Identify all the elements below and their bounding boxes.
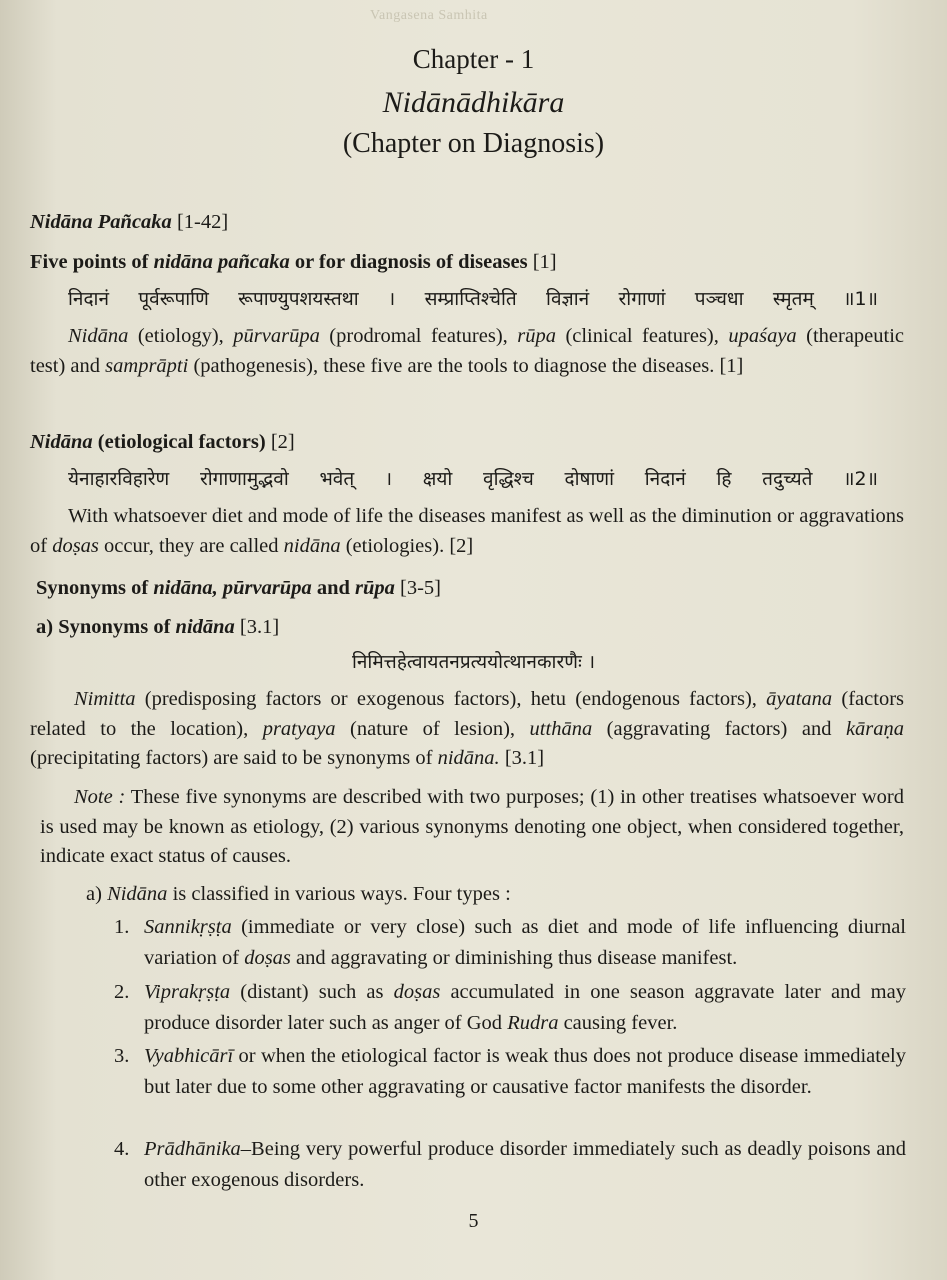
subsection-heading-synonyms-nidana [36, 613, 910, 642]
text: (immediate or very close) such as diet and mode of life influencing diurnal variation of [144, 916, 906, 969]
term: Vyabhicārī [144, 1045, 234, 1067]
term: upaśaya [728, 325, 797, 347]
term: doṣas [52, 534, 99, 557]
text: –Being very powerful produce disorder immediately such as deadly poisons and other exogenous disorders. [144, 1138, 906, 1191]
term: pratyaya [262, 717, 336, 740]
heading-term: Nidāna Pañcaka [30, 211, 172, 233]
heading-term: nidāna pañcaka [153, 251, 290, 273]
list-item [114, 977, 906, 1038]
term: Viprakṛṣṭa [144, 981, 231, 1003]
term: rūpa [517, 325, 556, 347]
section-heading-etiological-factors [30, 428, 904, 457]
text: causing fever. [558, 1011, 678, 1034]
section-heading-nidana-pancaka [30, 208, 904, 237]
chapter-subtitle: (Chapter on Diagnosis) [342, 128, 605, 159]
heading-term: Nidāna [30, 431, 93, 453]
item-number: 3. [114, 1045, 130, 1067]
paragraph-synonyms-list [30, 685, 904, 774]
text: is classified in various ways. Four types : [167, 883, 511, 905]
text: (nature of lesion), [335, 717, 530, 740]
term: kāraṇa [845, 717, 905, 740]
heading-text: and [311, 577, 356, 599]
paragraph-five-tools [30, 322, 904, 381]
text: [3.1] [499, 747, 545, 769]
text: (distant) such as [230, 981, 394, 1003]
text: (etiology), [128, 325, 234, 347]
text: accumulated in one season aggravate later and may produce disorder later such as anger of God [144, 981, 906, 1034]
text: (clinical features), [555, 325, 729, 347]
bleed-through-header: Vangasena Samhita [370, 8, 488, 23]
section-heading-five-points [30, 248, 904, 277]
heading-text: (etiological factors) [92, 431, 266, 453]
text: (pathogenesis), these five are the tools to diagnose the diseases. [1] [188, 354, 744, 377]
heading-ref: [3.1] [239, 616, 280, 638]
sanskrit-verse-2: येनाहारविहारेण रोगाणामुद्भवो भवेत् । क्षयो वृद्धिश्च दोषाणां निदानं हि तदुच्यते ॥2॥ [68, 468, 878, 490]
text: (predisposing factors or exogenous factors), hetu (endogenous factors), [135, 688, 767, 710]
term: Nimitta [74, 688, 136, 710]
heading-text: Synonyms of [36, 577, 154, 599]
paragraph-diet-mode [30, 502, 904, 561]
text: a) [86, 883, 108, 905]
heading-ref: [2] [270, 431, 295, 453]
heading-term: nidāna [175, 616, 235, 638]
item-number: 1. [114, 916, 130, 938]
term: Sannikṛṣṭa [144, 916, 232, 938]
classification-intro [86, 880, 906, 909]
term: āyatana [766, 688, 833, 710]
term: samprāpti [105, 354, 189, 377]
term: pūrvarūpa [233, 325, 320, 347]
text: (therapeutic test) and [30, 325, 905, 377]
heading-text: Five points of [30, 251, 154, 273]
heading-ref: [1-42] [176, 211, 229, 233]
term: doṣas [244, 946, 291, 969]
sanskrit-verse-1: निदानं पूर्वरूपाणि रूपाण्युपशयस्तथा । सम्प्राप्तिश्चेति विज्ञानं रोगाणां पञ्चधा स्मृतम् ॥1॥ [68, 288, 878, 310]
term: Nidāna [68, 325, 129, 347]
page-number: 5 [468, 1210, 479, 1232]
text: (aggravating factors) and [592, 717, 846, 740]
text: (etiologies). [2] [340, 534, 474, 557]
chapter-number: Chapter - 1 [412, 44, 535, 74]
heading-term: rūpa [355, 577, 395, 599]
heading-ref: [3-5] [400, 577, 442, 599]
term: Prādhānika [144, 1138, 241, 1160]
term: nidāna [283, 534, 341, 557]
item-text [144, 1041, 906, 1102]
term: nidāna. [437, 747, 500, 769]
heading-term: nidāna, pūrvarūpa [153, 577, 312, 599]
term: utthāna [529, 717, 593, 740]
term: doṣas [393, 981, 441, 1003]
note-label: Note : [74, 786, 126, 808]
heading-ref: [1] [532, 251, 557, 273]
text: and aggravating or diminishing thus disease manifest. [290, 946, 738, 969]
item-number: 4. [114, 1138, 130, 1160]
term: Rudra [507, 1011, 559, 1034]
text: (prodromal features), [319, 325, 518, 347]
list-item [114, 1134, 906, 1195]
text: (precipitating factors) are said to be synonyms of [30, 747, 438, 769]
section-heading-synonyms [36, 574, 910, 603]
heading-text: or for diagnosis of diseases [289, 251, 528, 273]
list-item [114, 1041, 906, 1102]
sanskrit-verse-3: निमित्तहेत्वायतनप्रत्ययोत्थानकारणैः । [351, 651, 596, 673]
note-text: These five synonyms are described with two purposes; (1) in other treatises whatsoever word is used may be known as etiology, (2) various synonyms denoting one object, when considered together, indicate exact status of causes. [40, 786, 905, 867]
heading-text: a) Synonyms of [36, 616, 176, 638]
item-text [144, 1134, 906, 1195]
item-number: 2. [114, 981, 130, 1003]
chapter-title: Nidānādhikāra [382, 86, 565, 119]
text: or when the etiological factor is weak thus does not produce disease immediately but later due to some other aggravating or causative factor manifests the disorder. [144, 1045, 906, 1098]
text: occur, they are called [98, 534, 284, 557]
item-text [144, 977, 906, 1038]
note-paragraph [40, 783, 904, 872]
list-item [114, 912, 906, 973]
text: With whatsoever diet and mode of life the diseases manifest as well as the diminution or aggravations of [30, 505, 904, 557]
item-text [144, 912, 906, 973]
text: (factors related to the location), [30, 688, 904, 740]
term: Nidāna [107, 883, 168, 905]
